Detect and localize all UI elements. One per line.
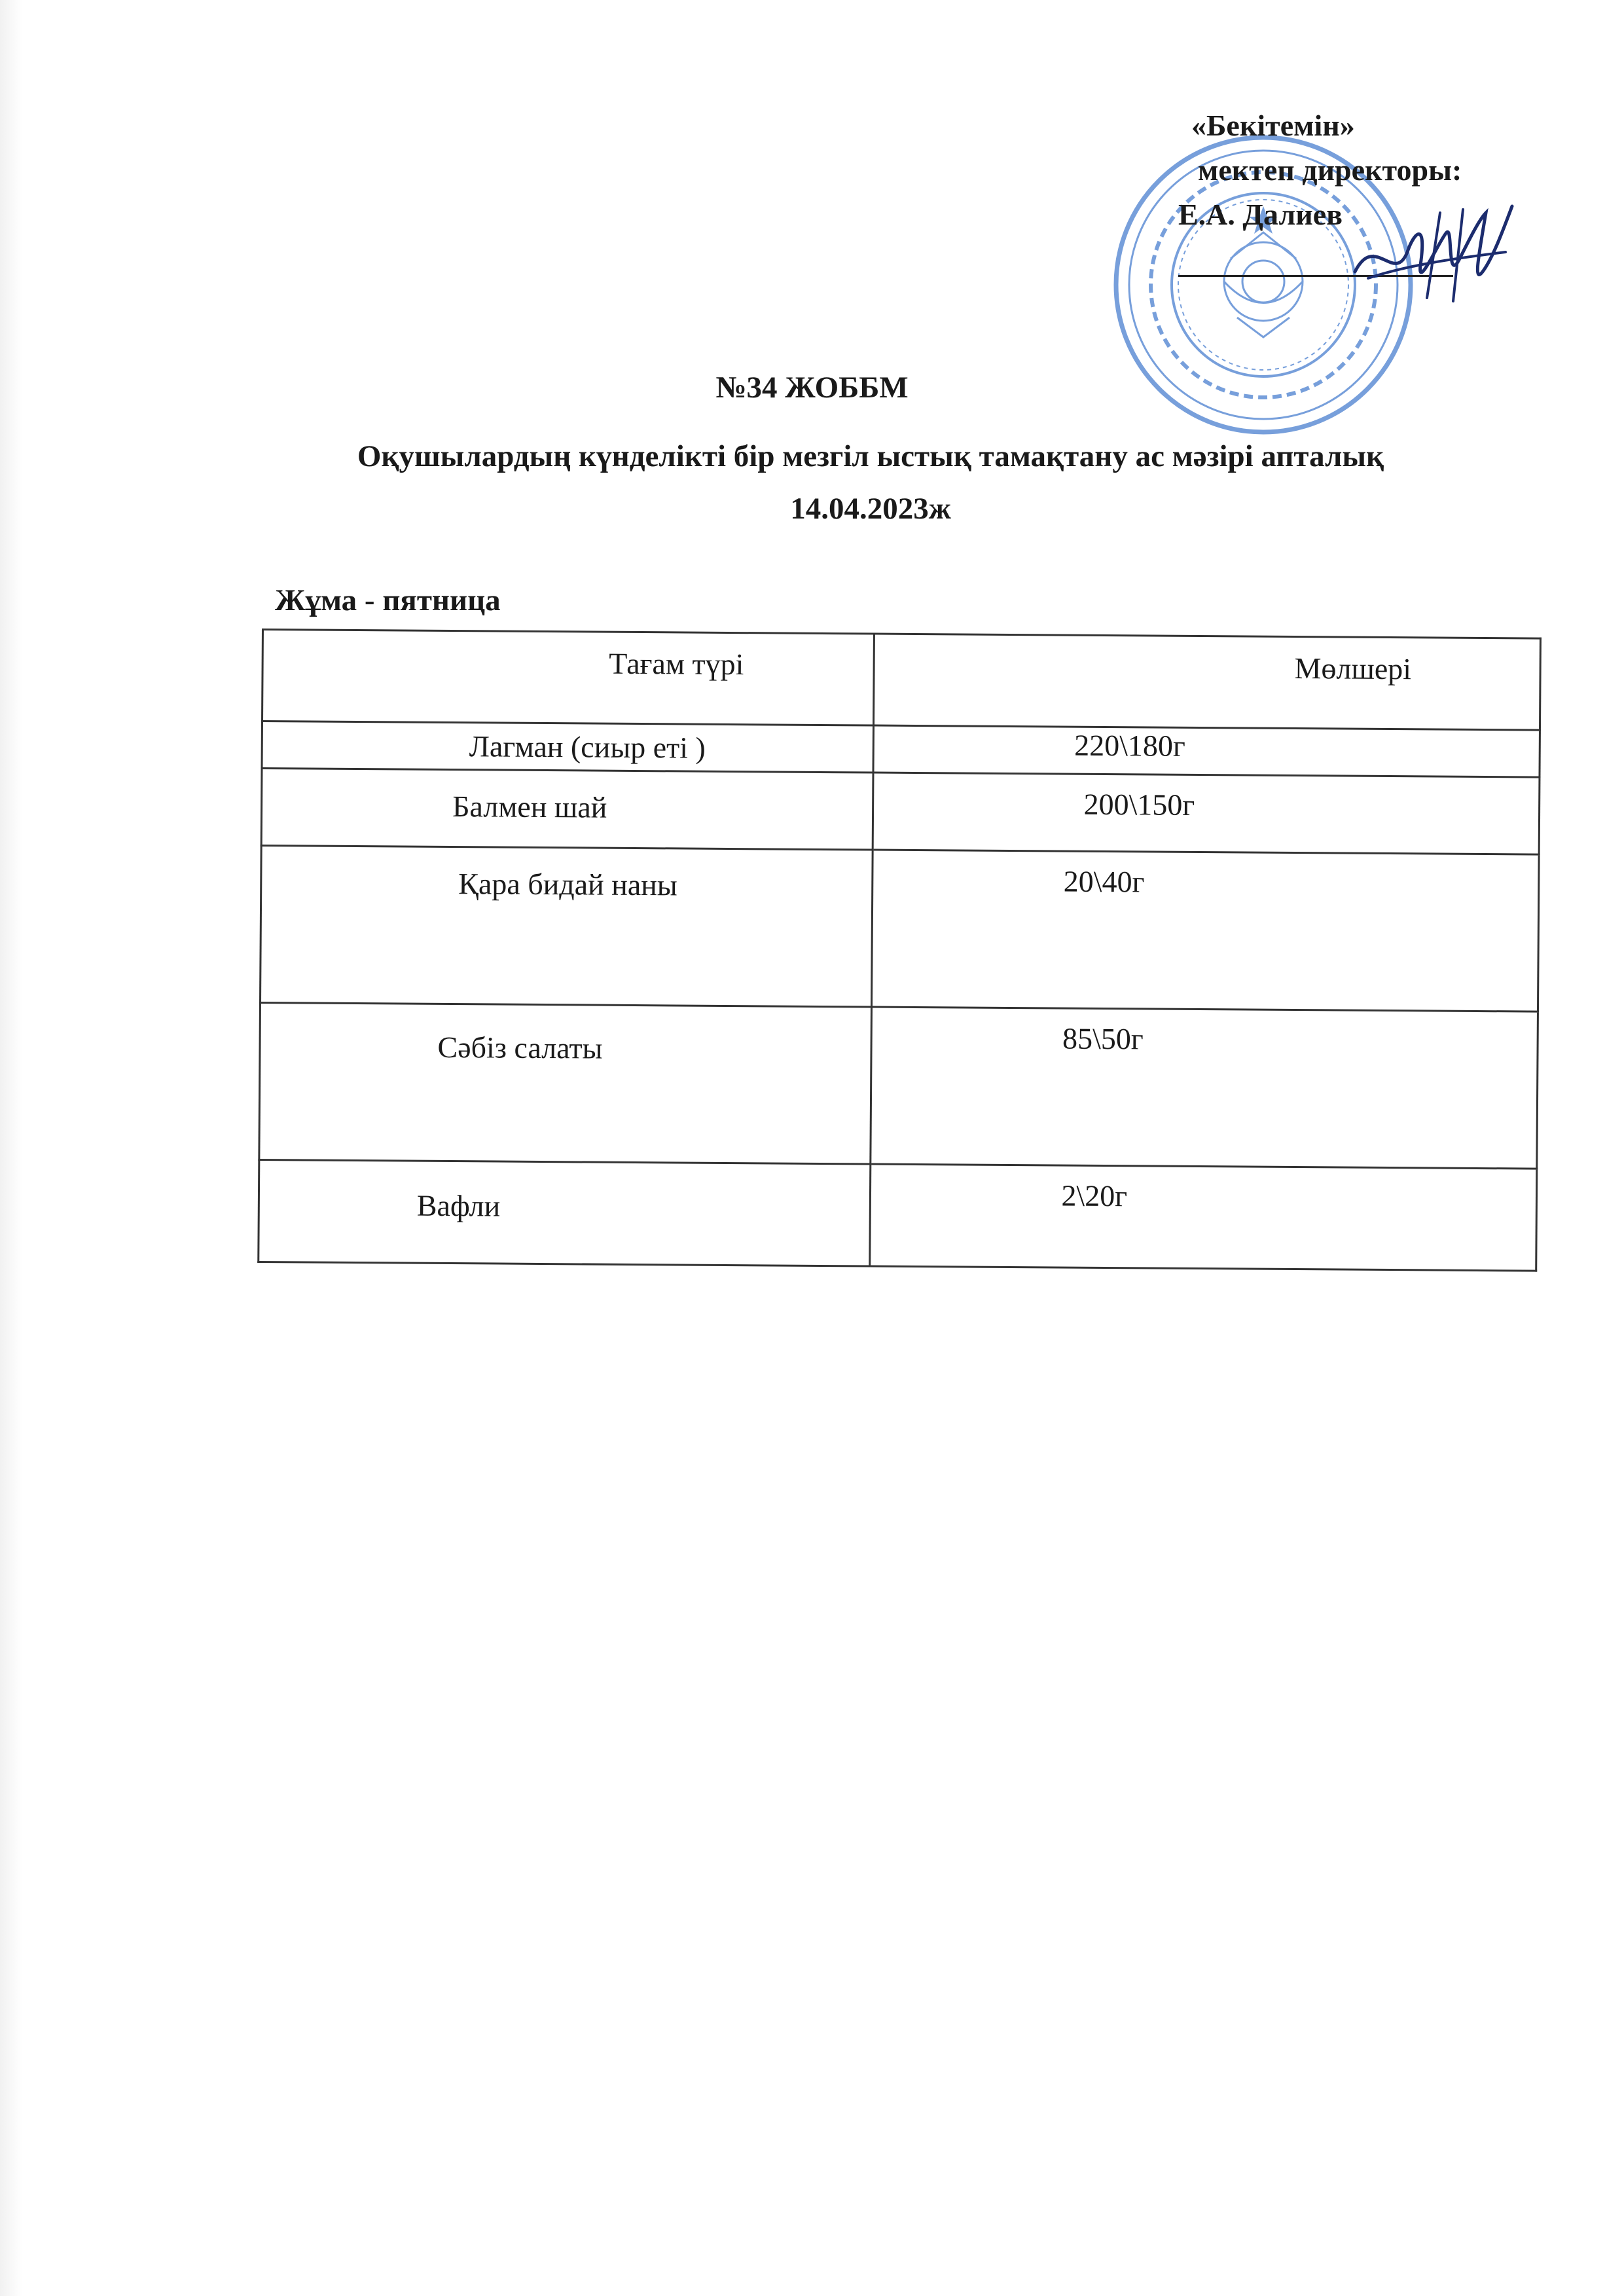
menu-subtitle: Оқушылардың күнделікті бір мезгіл ыстық тамақтану ас мәзірі апталық bbox=[357, 439, 1384, 473]
school-title: №34 ЖОББМ bbox=[715, 371, 909, 405]
dish-name: Балмен шай bbox=[452, 790, 607, 824]
amount-cell bbox=[873, 725, 1540, 777]
dish-amount: 220\180г bbox=[1074, 728, 1186, 763]
dish-amount: 20\40г bbox=[1063, 864, 1145, 899]
dish-amount: 200\150г bbox=[1083, 787, 1195, 822]
dish-cell bbox=[261, 846, 873, 1008]
table-header-row bbox=[262, 630, 1541, 731]
dish-amount: 85\50г bbox=[1062, 1021, 1144, 1056]
approval-position: мектеп директоры: bbox=[1198, 153, 1462, 187]
dish-name: Қара бидай наны bbox=[458, 867, 678, 902]
dish-cell bbox=[259, 1002, 872, 1164]
amount-cell bbox=[870, 1164, 1537, 1271]
amount-cell bbox=[873, 773, 1540, 854]
column-header-dish bbox=[262, 630, 875, 726]
menu-date: 14.04.2023ж bbox=[790, 492, 951, 526]
table-row bbox=[261, 769, 1540, 855]
scan-shadow-edge bbox=[0, 0, 22, 2296]
menu-table bbox=[257, 629, 1542, 1272]
table-row bbox=[261, 846, 1540, 1012]
dish-name: Лагман (сиыр еті ) bbox=[469, 729, 706, 765]
column-header-amount bbox=[874, 634, 1541, 730]
dish-amount: 2\20г bbox=[1061, 1178, 1128, 1213]
dish-cell bbox=[261, 769, 873, 850]
amount-cell bbox=[872, 850, 1539, 1011]
signature-icon bbox=[1348, 193, 1519, 311]
column-header-dish-label: Тағам түрі bbox=[609, 646, 744, 682]
column-header-amount-label: Мөлшері bbox=[1294, 651, 1412, 686]
table-row bbox=[262, 721, 1540, 778]
table-row bbox=[259, 1002, 1538, 1169]
dish-name: Вафли bbox=[416, 1188, 501, 1223]
approval-name: Е.А. Далиев bbox=[1178, 198, 1343, 231]
table-row bbox=[259, 1159, 1537, 1271]
dish-cell bbox=[262, 721, 874, 773]
dish-name: Сәбіз салаты bbox=[437, 1030, 603, 1065]
amount-cell bbox=[871, 1007, 1538, 1169]
approval-heading: «Бекітемін» bbox=[1191, 109, 1355, 142]
day-label: Жұма - пятница bbox=[275, 583, 501, 617]
dish-cell bbox=[259, 1159, 871, 1266]
